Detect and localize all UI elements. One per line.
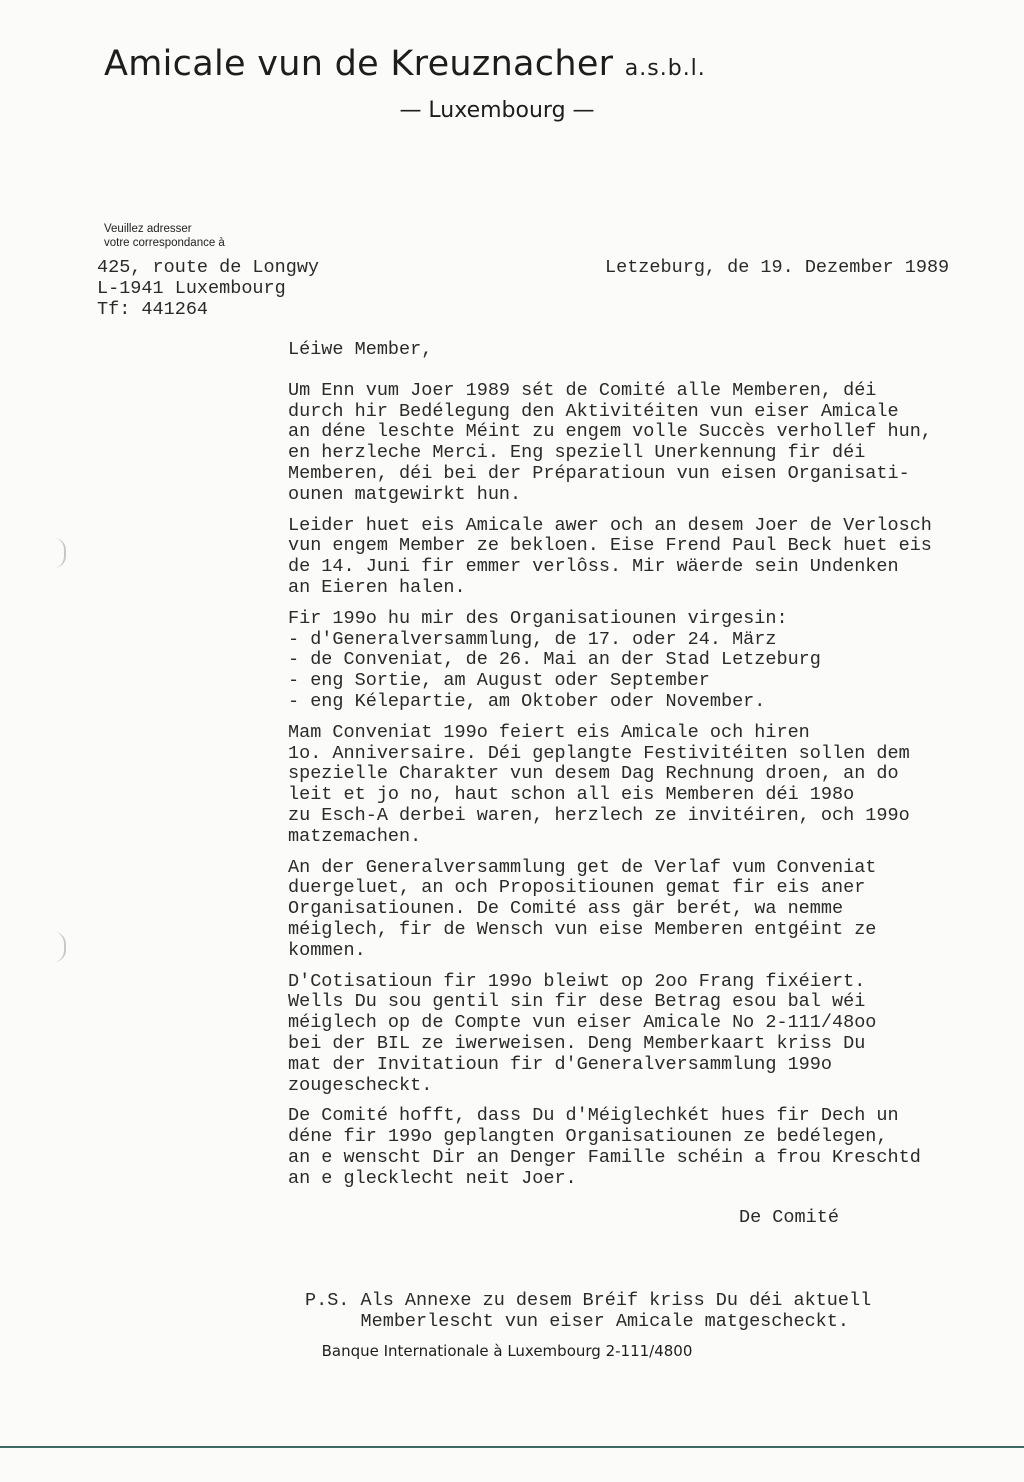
letter-paragraph [288,858,1024,962]
paragraph-line: mat der Invitatioun fir d'Generalversammlung 199o [288,1053,832,1075]
paragraph-line: Fir 199o hu mir des Organisatiounen virgesin: [288,607,788,629]
organization-country: — Luxembourg — [399,98,595,123]
paragraph-line: - de Conveniat, de 26. Mai an der Stad Letzeburg [288,649,821,671]
paragraph-line: méiglech op de Compte vun eiser Amicale No 2-111/48oo [288,1012,877,1034]
paragraph-line: méiglech, fir de Wensch vun eise Memberen entgéint ze [288,918,877,940]
letter-paragraph [288,1106,1024,1189]
paragraph-line: Um Enn vum Joer 1989 sét de Comité alle Memberen, déi [288,379,877,401]
paragraph-line: Memberen, déi bei der Préparatioun vun eisen Organisati- [288,462,910,484]
paragraph-line: Leider huet eis Amicale awer och an desem Joer de Verlosch [288,514,932,536]
postscript-line: Memberlescht vun eiser Amicale matgescheckt. [305,1310,849,1332]
punch-hole-mark [54,932,66,962]
letter-body [288,340,1024,1199]
paragraph-line: kommen. [288,939,366,961]
punch-hole-mark [54,538,66,568]
paragraph-line: leit et jo no, haut schon all eis Memberen déi 198o [288,784,855,806]
paragraph-line: ounen matgewirkt hun. [288,483,522,505]
paragraph-line: Mam Conveniat 199o feiert eis Amicale och hiren [288,721,810,743]
organization-legal-suffix: a.s.b.l. [624,56,706,81]
paragraph-line: Wells Du sou gentil sin fir dese Betrag esou bal wéi [288,991,866,1013]
paragraph-line: déne fir 199o geplangten Organisatiounen ze bedélegen, [288,1126,888,1148]
address-city: L-1941 Luxembourg [97,278,286,299]
paragraph-line: An der Generalversammlung get de Verlaf vum Conveniat [288,856,877,878]
paragraph-line: Organisatiounen. De Comité ass gär berét, wa nemme [288,898,844,920]
paragraph-line: 1o. Anniversaire. Déi geplangte Festivitéiten sollen dem [288,742,910,764]
letter-paragraph [288,972,1024,1097]
paragraph-line: de 14. Juni fir emmer verlôss. Mir wäerde sein Undenken [288,556,899,578]
paragraph-line: en herzleche Merci. Eng speziell Unerkennung fir déi [288,442,866,464]
address-phone: Tf: 441264 [97,299,209,320]
postscript-line: P.S. Als Annexe zu desem Bréif kriss Du déi aktuell [305,1290,872,1311]
letter-paragraph [288,609,1024,713]
paragraph-line: an déne leschte Méint zu engem volle Succès verhollef hun, [288,421,932,443]
letter-paragraph [288,516,1024,599]
paragraph-line: spezielle Charakter vun desem Dag Rechnung droen, an do [288,763,899,785]
sender-address [97,257,319,320]
organization-name [104,44,706,84]
correspondence-note-line: Veuillez adresser [104,223,192,235]
address-street: 425, route de Longwy [97,257,320,278]
paragraph-line: - eng Sortie, am August oder September [288,670,710,692]
paragraph-line: bei der BIL ze iwerweisen. Deng Memberkaart kriss Du [288,1032,866,1054]
paragraph-line: D'Cotisatioun fir 199o bleiwt op 2oo Frang fixéiert. [288,970,866,992]
paragraph-line: durch hir Bedélegung den Aktivitéiten vun eiser Amicale [288,400,899,422]
paragraph-line: an e glecklecht neit Joer. [288,1167,577,1189]
paragraph-line: an Eieren halen. [288,576,466,598]
letter-paragraph [288,381,1024,506]
paragraph-line: vun engem Member ze bekloen. Eise Frend Paul Beck huet eis [288,535,932,557]
letter-paragraph [288,723,1024,848]
letter-date: Letzeburg, de 19. Dezember 1989 [605,257,950,278]
correspondence-note [104,222,225,250]
paragraph-line: - d'Generalversammlung, de 17. oder 24. März [288,628,777,650]
postscript [305,1291,871,1333]
paragraph-line: - eng Kélepartie, am Oktober oder November. [288,690,766,712]
paragraph-line: duergeluet, an och Propositiounen gemat fir eis aner [288,877,866,899]
organization-name-text: Amicale vun de Kreuznacher [104,44,614,84]
paragraph-line: zu Esch-A derbei waren, herzlech ze invitéiren, och 199o [288,804,910,826]
salutation: Léiwe Member, [288,339,433,360]
footer-rule [0,1446,1024,1448]
paragraph-line: zougescheckt. [288,1074,433,1096]
correspondence-note-line: votre correspondance à [104,237,225,249]
paragraph-line: De Comité hofft, dass Du d'Méiglechkét hues fir Dech un [288,1105,899,1127]
paragraph-line: matzemachen. [288,825,422,847]
signature: De Comité [739,1207,839,1228]
bank-details: Banque Internationale à Luxembourg 2-111/4800 [321,1342,693,1360]
paragraph-line: an e wenscht Dir an Denger Famille schéin a frou Kreschtd [288,1146,921,1168]
